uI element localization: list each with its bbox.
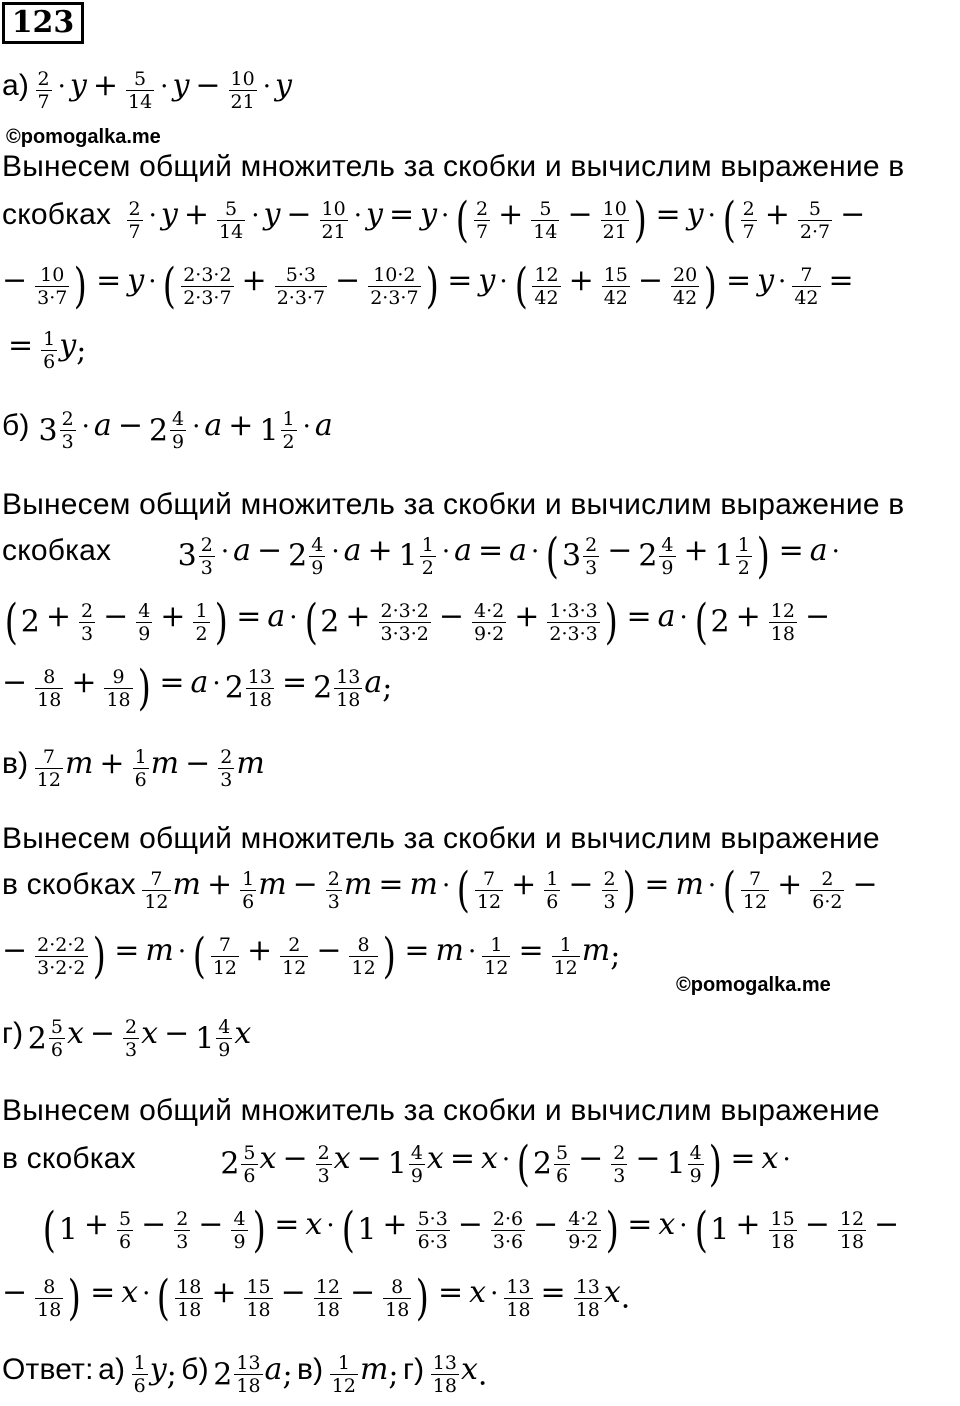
part-a-line-2: − $\frac{10}{3\cdot 7}$ ) = y · ( $\frac{2\cdot 3\cdot 2}{2\cdot 3\cdot 7}$ + $\frac{5\cdot 3}{2\cdot 3\cdot 7}$ − $\frac{10\cdot 2}{2\cdot 3\cdot 7}$ ) = y · ( $\frac{12}{42}$ + $\frac{15}{42}$ − $\frac{20}{42}$ ) = y · $\frac{7}{42}$ = bbox=[2, 258, 854, 314]
problem-number: 123 bbox=[2, 2, 84, 44]
part-a-line-3: = $\frac{1}{6}$ y; bbox=[8, 328, 87, 374]
in-brackets-a: скобках bbox=[2, 198, 112, 232]
label-v: в) bbox=[2, 747, 29, 780]
part-b-line-1: скобках 3 $\frac{2}{3}$ · a − 2 $\frac{4}{9}$ · a + 1 $\frac{1}{2}$ · a = a · (3 $\frac{2}{3}$ − 2 $\frac{4}{9}$ + 1 $\frac{1}{2}$ ) = a · bbox=[2, 528, 840, 584]
part-g-statement: г) 2 $\frac{5}{6}$ x − $\frac{2}{3}$ x − 1 $\frac{4}{9}$ x bbox=[2, 1016, 252, 1062]
answer-label: Ответ: bbox=[2, 1353, 94, 1386]
part-g-line-2: (1 + $\frac{5}{6}$ − $\frac{2}{3}$ − $\frac{4}{9}$ ) = x · (1 + $\frac{5\cdot 3}{6\cdot 3}$ − $\frac{2\cdot 6}{3\cdot 6}$ − $\frac{4\cdot 2}{9\cdot 2}$ ) = x · (1 + $\frac{15}{18}$ − $\frac{12}{18}$ − bbox=[42, 1202, 900, 1258]
answer-line: Ответ: а) $\frac{1}{6}$ y; б) 2 $\frac{13}{18}$ a; в) $\frac{1}{12}$ m; г) $\frac{13}{18}$ x. bbox=[2, 1352, 488, 1398]
part-v-line-2: − $\frac{2\cdot 2\cdot 2}{3\cdot 2\cdot 2}$ ) = m · ( $\frac{7}{12}$ + $\frac{2}{12}$ − $\frac{8}{12}$ ) = m · $\frac{1}{12}$ = $\frac{1}{12}$ m; bbox=[2, 928, 621, 984]
part-a-statement: а) $\frac{2}{7}$ · y + $\frac{5}{14}$ · y − $\frac{10}{21}$ · y bbox=[2, 68, 292, 114]
answer-b-label: б) bbox=[181, 1353, 209, 1386]
part-v-line-1: в скобках $\frac{7}{12}$ m + $\frac{1}{6}$ m − $\frac{2}{3}$ m = m · ( $\frac{7}{12}$ + $\frac{1}{6}$ − $\frac{2}{3}$ ) = m · ( $\frac{7}{12}$ + $\frac{2}{6\cdot 2}$ − bbox=[2, 862, 878, 918]
answer-v-label: в) bbox=[297, 1353, 324, 1386]
intro-text-a: Вынесем общий множитель за скобки и вычислим выражение в bbox=[2, 150, 905, 183]
part-g-line-3: − $\frac{8}{18}$ ) = x · ( $\frac{18}{18}$ + $\frac{15}{18}$ − $\frac{12}{18}$ − $\frac{8}{18}$ ) = x · $\frac{13}{18}$ = $\frac{13}{18}$ x. bbox=[2, 1270, 631, 1326]
part-a-line-1: скобках $\frac{2}{7}$ · y + $\frac{5}{14}$ · y − $\frac{10}{21}$ · y = y · ( $\frac{2}{7}$ + $\frac{5}{14}$ − $\frac{10}{21}$ ) = y · ( $\frac{2}{7}$ + $\frac{5}{2\cdot 7}$ − bbox=[2, 192, 866, 248]
watermark: ©pomogalka.me bbox=[676, 974, 831, 996]
part-b-statement: б) 3 $\frac{2}{3}$ · a − 2 $\frac{4}{9}$ · a + 1 $\frac{1}{2}$ · a bbox=[2, 408, 333, 454]
intro-text-g: Вынесем общий множитель за скобки и вычислим выражение bbox=[2, 1094, 880, 1127]
intro-text-b: Вынесем общий множитель за скобки и вычислим выражение в bbox=[2, 488, 905, 521]
answer-a-label: а) bbox=[98, 1353, 126, 1386]
intro-text-v: Вынесем общий множитель за скобки и вычислим выражение bbox=[2, 822, 880, 855]
answer-g-label: г) bbox=[402, 1353, 425, 1386]
in-brackets-b: скобках bbox=[2, 534, 112, 568]
part-b-line-2: (2 + $\frac{2}{3}$ − $\frac{4}{9}$ + $\frac{1}{2}$ ) = a · (2 + $\frac{2\cdot 3\cdot 2}{3\cdot 3\cdot 2}$ − $\frac{4\cdot 2}{9\cdot 2}$ + $\frac{1\cdot 3\cdot 3}{2\cdot 3\cdot 3}$ ) = a · (2 + $\frac{12}{18}$ − bbox=[4, 594, 831, 650]
watermark: ©pomogalka.me bbox=[6, 126, 161, 148]
label-a: а) bbox=[2, 69, 30, 102]
part-v-statement: в) $\frac{7}{12}$ m + $\frac{1}{6}$ m − $\frac{2}{3}$ m bbox=[2, 746, 265, 792]
label-g: г) bbox=[2, 1017, 24, 1050]
in-brackets-g: в скобках bbox=[2, 1142, 136, 1176]
in-brackets-v: в скобках bbox=[2, 868, 136, 902]
label-b: б) bbox=[2, 409, 30, 442]
part-g-line-1: в скобках 2 $\frac{5}{6}$ x − $\frac{2}{3}$ x − 1 $\frac{4}{9}$ x = x · (2 $\frac{5}{6}$ − $\frac{2}{3}$ − 1 $\frac{4}{9}$ ) = x · bbox=[2, 1136, 791, 1192]
part-b-line-3: − $\frac{8}{18}$ + $\frac{9}{18}$ ) = a · 2 $\frac{13}{18}$ = 2 $\frac{13}{18}$ a; bbox=[2, 660, 393, 716]
